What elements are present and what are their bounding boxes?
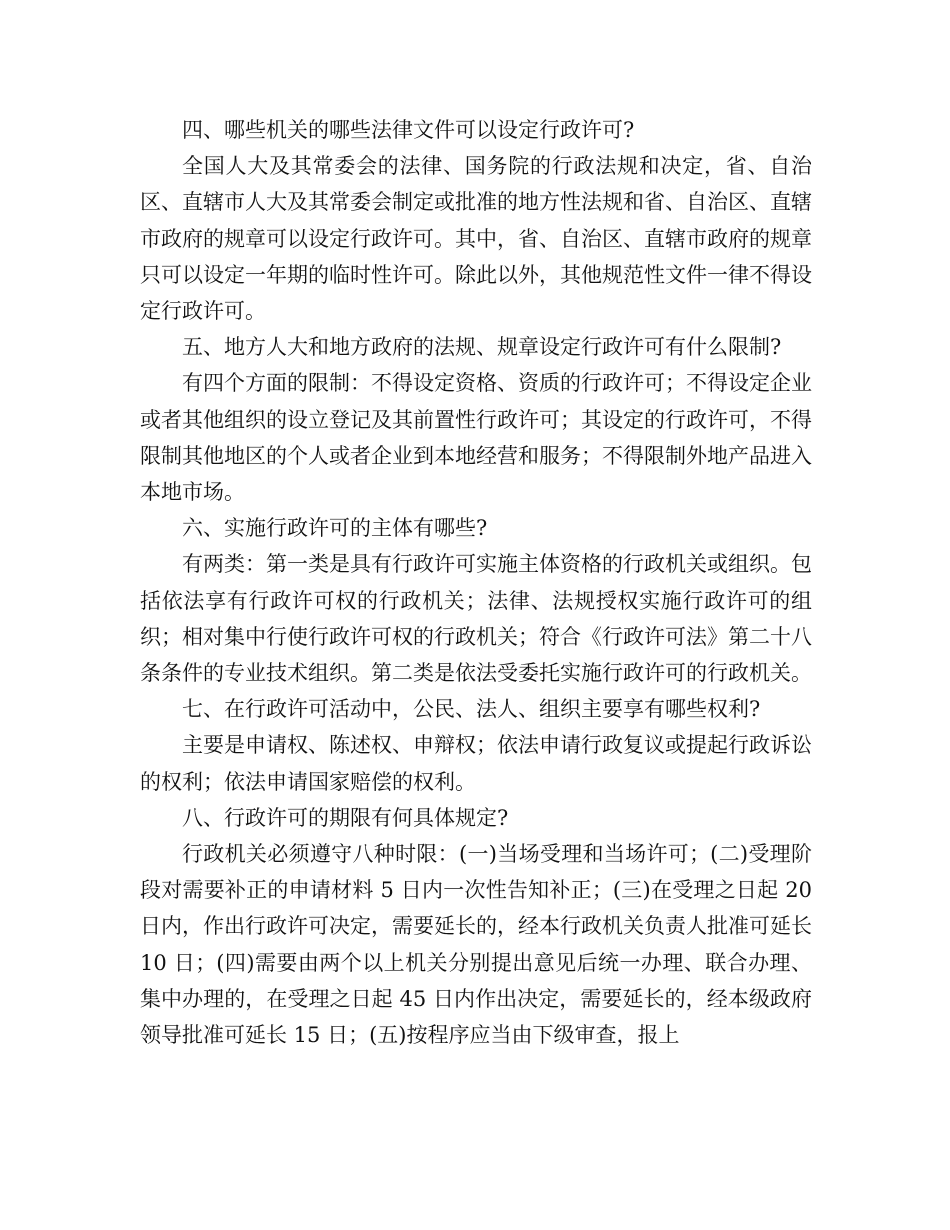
answer-paragraph-8: 行政机关必须遵守八种时限：(一)当场受理和当场许可；(二)受理阶段对需要补正的申请材料 5 日内一次性告知补正；(三)在受理之日起 20 日内，作出行政许可决定，需要延长的，经本行政机关负责人批准可延长 10 日；(四)需要由两个以上机关分别提出意见后统一办理、联合办理、集中办理的，在受理之日起 45 日内作出决定，需要延长的，经本级政府领导批准可延长 15 日；(五)按程序应当由下级审查，报上 bbox=[140, 842, 812, 1048]
document-body bbox=[140, 112, 812, 1053]
question-heading-5: 五、地方人大和地方政府的法规、规章设定行政许可有什么限制? bbox=[182, 335, 782, 360]
answer-paragraph-6: 有两类：第一类是具有行政许可实施主体资格的行政机关或组织。包括依法享有行政许可权的行政机关；法律、法规授权实施行政许可的组织；相对集中行使行政许可权的行政机关；符合《行政许可法》第二十八条条件的专业技术组织。第二类是依法受委托实施行政许可的行政机关。 bbox=[140, 552, 812, 686]
question-heading-8: 八、行政许可的期限有何具体规定? bbox=[182, 805, 509, 830]
question-heading-4: 四、哪些机关的哪些法律文件可以设定行政许可? bbox=[182, 118, 635, 142]
answer-paragraph-5: 有四个方面的限制：不得设定资格、资质的行政许可；不得设定企业或者其他组织的设立登记及其前置性行政许可；其设定的行政许可，不得限制其他地区的个人或者企业到本地经营和服务；不得限制外地产品进入本地市场。 bbox=[140, 371, 812, 505]
answer-paragraph-7: 主要是申请权、陈述权、申辩权；依法申请行政复议或提起行政诉讼的权利；依法申请国家赔偿的权利。 bbox=[140, 733, 812, 794]
question-heading-7: 七、在行政许可活动中，公民、法人、组织主要享有哪些权利? bbox=[182, 697, 761, 722]
answer-paragraph-4: 全国人大及其常委会的法律、国务院的行政法规和决定，省、自治区、直辖市人大及其常委会制定或批准的地方性法规和省、自治区、直辖市政府的规章可以设定行政许可。其中，省、自治区、直辖市政府的规章只可以设定一年期的临时性许可。除此以外，其他规范性文件一律不得设定行政许可。 bbox=[140, 154, 812, 324]
question-heading-6: 六、实施行政许可的主体有哪些? bbox=[182, 516, 488, 541]
